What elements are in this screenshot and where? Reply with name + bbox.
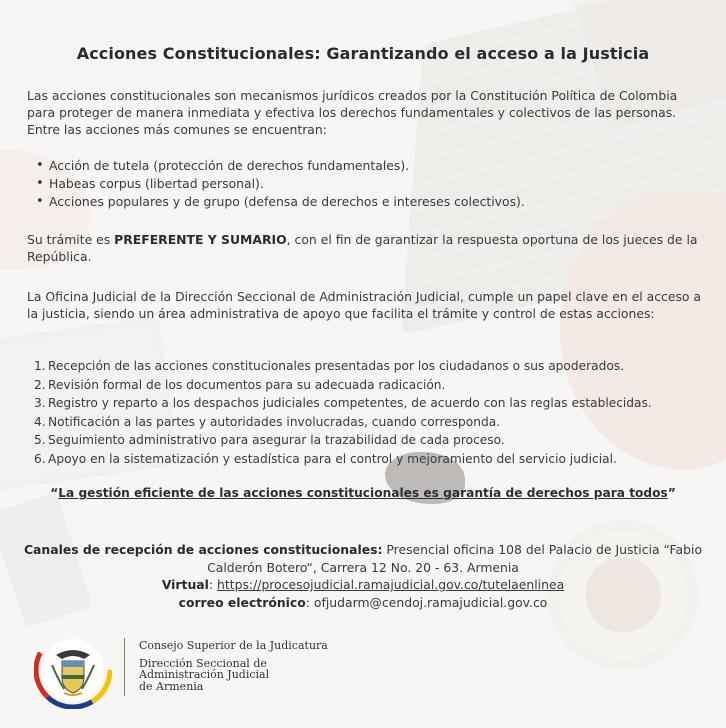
tutela-online-link[interactable]: https://procesojudicial.ramajudicial.gov.co/tutelaenlinea [217, 577, 565, 592]
list-item: • Acciones populares y de grupo (defensa de derechos e intereses colectivos). [36, 193, 696, 211]
email-address[interactable]: ofjudarm@cendoj.ramajudicial.gov.co [313, 594, 548, 610]
list-item: 2. Revisión formal de los documentos para su adecuada radicación. [34, 377, 446, 392]
list-item: 4. Notificación a las partes y autoridades involucradas, cuando corresponda. [34, 414, 501, 429]
list-item: • Acción de tutela (protección de derechos fundamentales). [36, 157, 696, 175]
tramite-emphasis: PREFERENTE Y SUMARIO [114, 232, 287, 247]
oficina-paragraph: La Oficina Judicial de la Dirección Seccional de Administración Judicial, cumple un papel clave en el acceso a la justicia, siendo un área administrativa de apoyo que facilita el trámite y control de estas acciones: [27, 289, 702, 321]
intro-paragraph: Las acciones constitucionales son mecanismos jurídicos creados por la Constitución Política de Colombia para proteger de manera inmediata y efectiva los derechos fundamentales y colectivos de las personas. Entre las acciones más comunes se encuentran: [27, 88, 678, 137]
list-item: 6. Apoyo en la sistematización y estadística para el control y mejoramiento del servicio judicial. [34, 451, 617, 466]
reception-channels: Canales de recepción de acciones constitucionales: Presencial oficina 108 del Palacio de Justicia “Fabio Calderón Botero“, Carrera 12 No. 20 - 63. Armenia Virtual: https://procesojudicial.ramajudicial.gov.co/tutelaenlinea correo electrónico: ofjudarm@cendoj.ramajudicial.gov.co [23, 542, 703, 610]
colombia-coat-of-arms-icon [34, 631, 112, 709]
closing-quote: “La gestión eficiente de las acciones constitucionales es garantía de derechos para todos” [50, 486, 676, 500]
tramite-paragraph: Su trámite es PREFERENTE Y SUMARIO, con el fin de garantizar la respuesta oportuna de los jueces de la República. [27, 232, 698, 264]
virtual-label: Virtual [161, 577, 209, 592]
list-item: 3. Registro y reparto a los despachos judiciales competentes, de acuerdo con las reglas establecidas. [34, 396, 652, 411]
logo-divider [124, 638, 125, 696]
channels-label: Canales de recepción de acciones constitucionales: [23, 542, 383, 557]
list-item: 1. Recepción de las acciones constitucionales presentadas por los ciudadanos o sus apoderados. [34, 359, 624, 373]
list-item: 5. Seguimiento administrativo para asegurar la trazabilidad de cada proceso. [34, 433, 505, 448]
organization-name: Consejo Superior de la Judicatura Dirección Seccional de Administración Judicial de Armenia [139, 639, 328, 693]
channels-address: Presencial oficina 108 del Palacio de Justicia “Fabio Calderón Botero“, Carrera 12 No. 20 - 63. Armenia [207, 542, 703, 575]
page-title: Acciones Constitucionales: Garantizando el acceso a la Justicia [76, 44, 650, 63]
functions-list [34, 357, 714, 469]
actions-list [36, 157, 696, 211]
list-item: • Habeas corpus (libertad personal). [36, 175, 696, 193]
email-label: correo electrónico [178, 594, 306, 610]
